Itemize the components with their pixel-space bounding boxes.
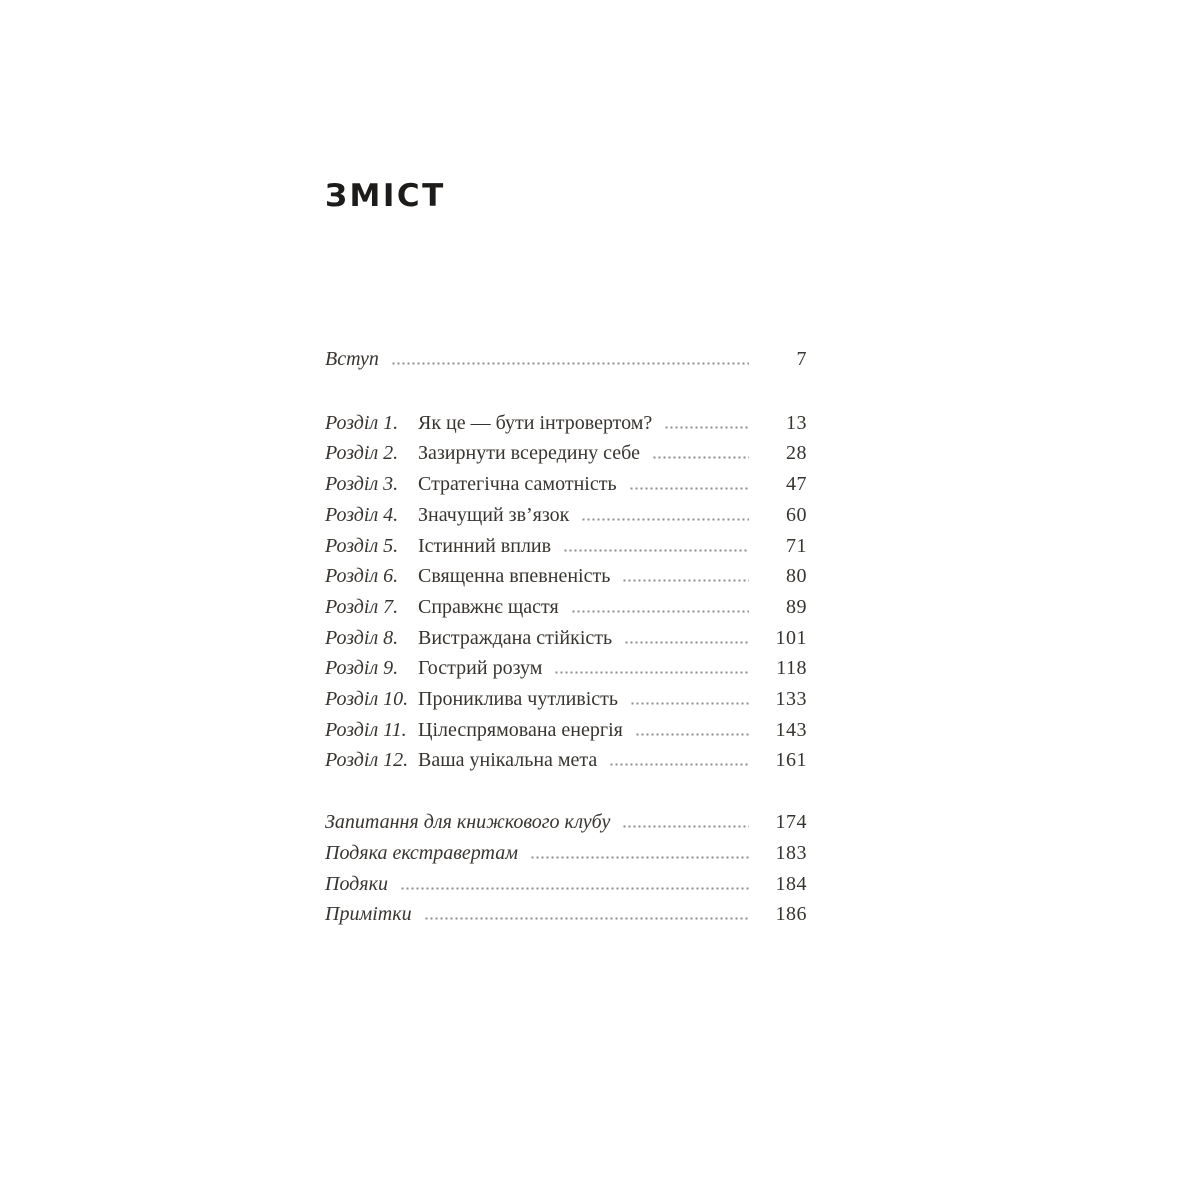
entry-label: Запитання для книжкового клубу <box>325 811 611 834</box>
entry-label: Подяка екстравертам <box>325 841 518 864</box>
dot-leader <box>554 671 749 674</box>
toc-row-intro <box>325 344 807 375</box>
page-number: 174 <box>775 811 807 834</box>
page-number: 183 <box>775 841 807 864</box>
toc-row-chapter-2 <box>325 438 807 469</box>
toc-row-chapter-8 <box>325 623 807 654</box>
dot-leader <box>629 487 749 490</box>
page-number: 186 <box>775 903 807 926</box>
chapter-title: Ваша унікальна мета <box>418 749 598 772</box>
page-title: ЗМІСТ <box>325 178 446 214</box>
chapter-label: Розділ 7. <box>325 595 399 618</box>
chapter-label: Розділ 10. <box>325 688 409 711</box>
chapter-label: Розділ 11. <box>325 718 407 741</box>
entry-label: Примітки <box>325 903 412 926</box>
toc-backmatter-section <box>325 807 807 930</box>
intro-label: Вступ <box>325 348 379 370</box>
page-number: 118 <box>776 657 807 680</box>
dot-leader <box>630 702 749 705</box>
chapter-title: Священна впевненість <box>418 565 611 588</box>
chapter-label: Розділ 3. <box>325 473 399 496</box>
toc-row-chapter-7 <box>325 592 807 623</box>
toc-front-section <box>325 344 807 375</box>
dot-leader <box>581 518 749 521</box>
dot-leader <box>622 825 749 828</box>
chapter-label: Розділ 4. <box>325 503 399 526</box>
page-number: 80 <box>786 565 807 588</box>
page-number: 101 <box>775 626 807 649</box>
toc-row-acknowledgements <box>325 869 807 900</box>
chapter-title: Цілеспрямована енергія <box>418 718 623 741</box>
dot-leader <box>664 426 749 429</box>
toc-content <box>325 176 807 930</box>
chapter-title: Прониклива чутливість <box>418 688 619 711</box>
chapter-label: Розділ 1. <box>325 411 399 434</box>
page-number: 7 <box>796 348 807 370</box>
chapter-label: Розділ 2. <box>325 442 399 465</box>
chapter-label: Розділ 8. <box>325 626 399 649</box>
dot-leader <box>424 917 749 920</box>
chapter-title: Істинний вплив <box>418 534 552 557</box>
chapter-title: Стратегічна самотність <box>418 473 617 496</box>
entry-label: Подяки <box>325 872 388 895</box>
dot-leader <box>400 887 749 890</box>
chapter-label: Розділ 9. <box>325 657 399 680</box>
chapter-title: Гострий розум <box>418 657 543 680</box>
chapter-title: Вистраждана стійкість <box>418 626 613 649</box>
chapter-title: Зазирнути всередину себе <box>418 442 640 465</box>
chapter-title: Як це — бути інтровертом? <box>418 411 653 434</box>
dot-leader <box>624 641 749 644</box>
toc-chapters-section <box>325 408 807 776</box>
dot-leader <box>391 362 749 365</box>
toc-row-chapter-9 <box>325 653 807 684</box>
toc-row-chapter-12 <box>325 745 807 776</box>
chapter-title: Справжнє щастя <box>418 595 559 618</box>
toc-row-bookclub-questions <box>325 807 807 838</box>
dot-leader <box>622 579 749 582</box>
chapter-label: Розділ 5. <box>325 534 399 557</box>
dot-leader <box>571 610 749 613</box>
dot-leader <box>652 456 749 459</box>
dot-leader <box>563 549 749 552</box>
page-number: 13 <box>786 411 807 434</box>
page-number: 60 <box>786 503 807 526</box>
page-number: 184 <box>775 872 807 895</box>
toc-row-chapter-3 <box>325 469 807 500</box>
dot-leader <box>635 733 749 736</box>
toc-row-chapter-10 <box>325 684 807 715</box>
page-number: 133 <box>775 688 807 711</box>
page-number: 47 <box>786 473 807 496</box>
page-number: 161 <box>775 749 807 772</box>
toc-row-notes <box>325 899 807 930</box>
page-number: 28 <box>786 442 807 465</box>
chapter-label: Розділ 12. <box>325 749 409 772</box>
page-number: 71 <box>786 534 807 557</box>
toc-row-chapter-1 <box>325 408 807 439</box>
dot-leader <box>609 763 749 766</box>
dot-leader <box>530 856 749 859</box>
toc-row-thanks-extraverts <box>325 838 807 869</box>
page-number: 89 <box>786 595 807 618</box>
toc-row-chapter-4 <box>325 500 807 531</box>
chapter-label: Розділ 6. <box>325 565 399 588</box>
toc-row-chapter-11 <box>325 715 807 746</box>
toc-row-chapter-5 <box>325 531 807 562</box>
page-number: 143 <box>775 718 807 741</box>
chapter-title: Значущий зв’язок <box>418 503 570 526</box>
toc-row-chapter-6 <box>325 561 807 592</box>
